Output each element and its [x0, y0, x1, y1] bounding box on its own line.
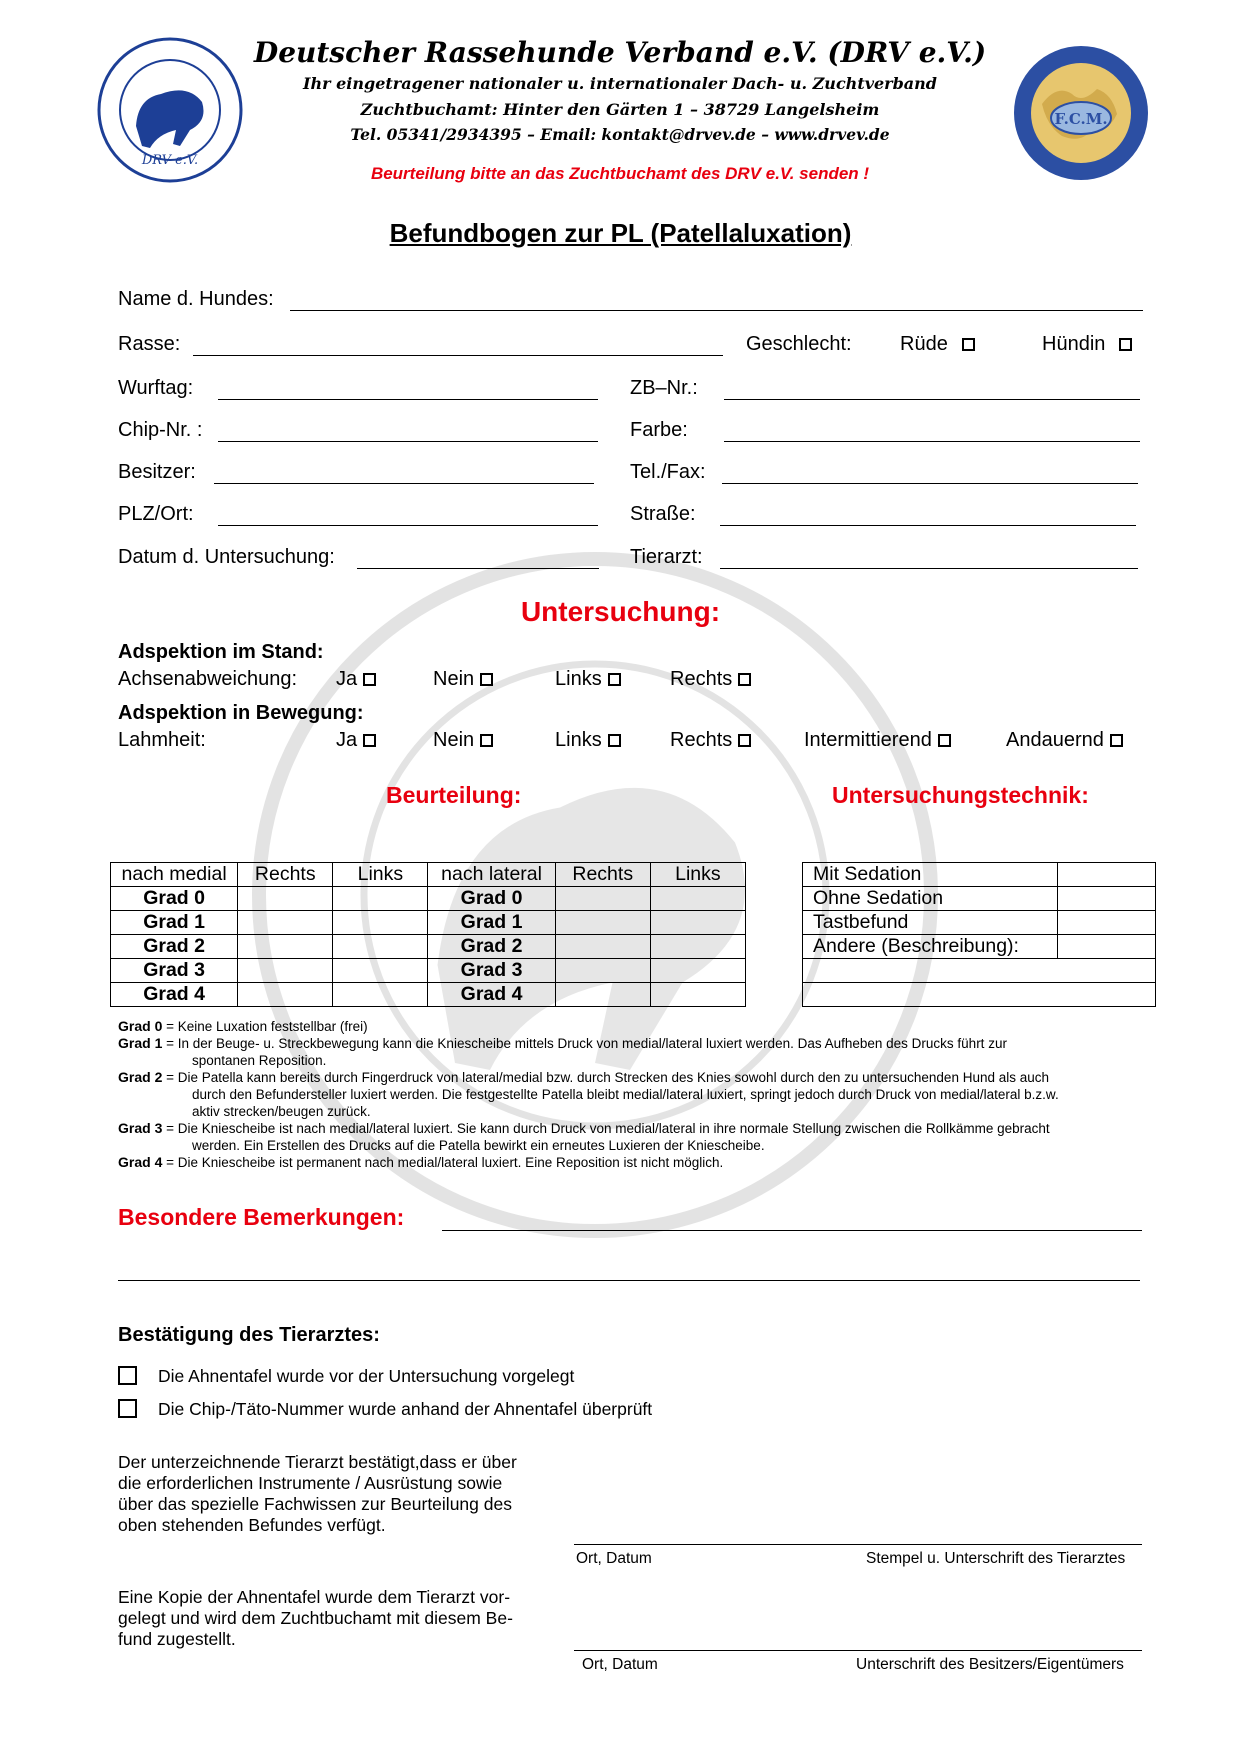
- cell[interactable]: [333, 911, 428, 935]
- technik-label: Mit Sedation: [803, 863, 1058, 887]
- sig2-unterschrift: Unterschrift des Besitzers/Eigentümers: [856, 1656, 1124, 1673]
- cell[interactable]: [238, 887, 333, 911]
- lahm-nein-checkbox[interactable]: [480, 734, 493, 747]
- cell[interactable]: [238, 983, 333, 1007]
- send-notice: Beurteilung bitte an das Zuchtbuchamt des DRV e.V. senden !: [370, 164, 870, 183]
- fcm-logo: [1012, 44, 1150, 182]
- besitzer-field[interactable]: [214, 483, 594, 484]
- achsen-rechts-checkbox[interactable]: [738, 673, 751, 686]
- table-row: [111, 935, 746, 959]
- zbnr-label: ZB–Nr.:: [630, 377, 698, 399]
- tierarzt-field[interactable]: [720, 568, 1138, 569]
- sig1-ort-datum: Ort, Datum: [576, 1550, 652, 1567]
- table-row: [803, 911, 1156, 935]
- achsen-label: Achsenabweichung:: [118, 668, 298, 690]
- huendin-option[interactable]: Hündin: [1042, 333, 1132, 356]
- tierarzt-label: Tierarzt:: [630, 546, 703, 568]
- zbnr-field[interactable]: [724, 399, 1140, 400]
- grade-label: Grad 2: [111, 935, 238, 959]
- achsen-rechts[interactable]: Rechts: [670, 668, 751, 691]
- besitzer-label: Besitzer:: [118, 461, 196, 483]
- lahm-links-checkbox[interactable]: [608, 734, 621, 747]
- chip-check-checkbox[interactable]: [118, 1399, 137, 1418]
- grade-label: Grad 1: [111, 911, 238, 935]
- org-contact: Tel. 05341/2934395 – Email: kontakt@drvev.de – www.drvev.de: [350, 125, 890, 144]
- col-header: Links: [333, 863, 428, 887]
- chip-field[interactable]: [218, 441, 598, 442]
- rasse-field[interactable]: [193, 355, 723, 356]
- cell[interactable]: [238, 959, 333, 983]
- achsen-links-checkbox[interactable]: [608, 673, 621, 686]
- cell[interactable]: [333, 887, 428, 911]
- drv-logo: [96, 36, 244, 184]
- geschlecht-label: Geschlecht:: [746, 333, 852, 355]
- table-row: [803, 863, 1156, 887]
- table-row: [111, 959, 746, 983]
- chip-label: Chip-Nr. :: [118, 419, 203, 441]
- bestaetigung-heading: Bestätigung des Tierarztes:: [118, 1324, 380, 1346]
- huendin-checkbox[interactable]: [1119, 338, 1132, 351]
- org-name: Deutscher Rassehunde Verband e.V. (DRV e.V.): [253, 36, 987, 69]
- cell[interactable]: [238, 911, 333, 935]
- cell[interactable]: [650, 911, 745, 935]
- telfax-label: Tel./Fax:: [630, 461, 706, 483]
- cell[interactable]: [555, 983, 650, 1007]
- rasse-label: Rasse:: [118, 333, 181, 355]
- ruede-option[interactable]: Rüde: [900, 333, 975, 356]
- strasse-field[interactable]: [720, 525, 1136, 526]
- grade-label: Grad 1: [428, 911, 555, 935]
- grade-label: Grad 0: [428, 887, 555, 911]
- technik-cell[interactable]: [1058, 911, 1156, 935]
- cell[interactable]: [333, 959, 428, 983]
- lahm-andauernd[interactable]: Andauernd: [1006, 729, 1123, 752]
- name-field[interactable]: [290, 310, 1143, 311]
- table-row: [111, 887, 746, 911]
- bemerkungen-field[interactable]: [442, 1230, 1142, 1231]
- ahnentafel-label: Die Ahnentafel wurde vor der Untersuchung vorgelegt: [158, 1366, 575, 1386]
- cell[interactable]: [238, 935, 333, 959]
- table-row: [111, 911, 746, 935]
- vet-signature-line[interactable]: [574, 1544, 1142, 1545]
- grade-label: Grad 3: [111, 959, 238, 983]
- cell[interactable]: [650, 983, 745, 1007]
- farbe-field[interactable]: [724, 441, 1140, 442]
- drv-logo-bottom: DRV e.V.: [141, 153, 199, 168]
- technik-cell[interactable]: [1058, 887, 1156, 911]
- cell[interactable]: [333, 935, 428, 959]
- name-label: Name d. Hundes:: [118, 288, 274, 310]
- org-address: Zuchtbuchamt: Hinter den Gärten 1 – 38729 Langelsheim: [360, 100, 880, 119]
- achsen-ja-checkbox[interactable]: [363, 673, 376, 686]
- achsen-links[interactable]: Links: [555, 668, 621, 691]
- technik-description[interactable]: [803, 983, 1156, 1007]
- grade-label: Grad 2: [428, 935, 555, 959]
- ahnentafel-checkbox[interactable]: [118, 1366, 137, 1385]
- lahm-intermittierend[interactable]: Intermittierend: [804, 729, 951, 752]
- achsen-ja[interactable]: Ja: [336, 668, 376, 691]
- col-header: Rechts: [238, 863, 333, 887]
- achsen-nein[interactable]: Nein: [433, 668, 493, 691]
- datum-label: Datum d. Untersuchung:: [118, 546, 335, 568]
- plz-label: PLZ/Ort:: [118, 503, 194, 525]
- wurftag-label: Wurftag:: [118, 377, 194, 399]
- col-header: nach medial: [111, 863, 238, 887]
- telfax-field[interactable]: [722, 483, 1138, 484]
- owner-statement: Eine Kopie der Ahnentafel wurde dem Tierarzt vor- gelegt und wird dem Zuchtbuchamt mit diesem Be- fund zugestellt.: [118, 1587, 513, 1649]
- cell[interactable]: [555, 887, 650, 911]
- table-row: [803, 959, 1156, 983]
- grade-legend: Grad 0 = Keine Luxation feststellbar (frei) Grad 1 = In der Beuge- u. Streckbewegung kann die Kniescheibe mittels Druck von medial/lateral luxiert werden. Das Aufheben des Drucks führt zur spontanen Reposition. Grad 2 = Die Patella kann bereits durch Fingerdruck von lateral/medial bzw. durch Strecken des Knies sowohl durch den zu untersuchenden Hund als auch durch den Befundersteller luxiert werden. Die festgestellte Patella bleibt medial/lateral luxiert, springt jedoch durch Druck von medial/lateral b.z.w. aktiv strecken/beugen zurück. Grad 3 = Die Kniescheibe ist nach medial/lateral luxiert. Sie kann durch Druck von medial/lateral in ihre normale Stellung zwischen die Rollkämme gebracht werden. Ein Erstellen des Drucks auf die Patella bewirkt ein erneutes Luxieren der Kniescheibe. Grad 4 = Die Kniescheibe ist permanent nach medial/lateral luxiert. Eine Reposition ist nicht möglich.: [118, 1018, 1059, 1170]
- lahm-nein[interactable]: Nein: [433, 729, 493, 752]
- technik-label: Tastbefund: [803, 911, 1058, 935]
- technik-table: [802, 862, 1156, 1007]
- grade-label: Grad 0: [111, 887, 238, 911]
- lahmheit-label: Lahmheit:: [118, 729, 206, 751]
- technik-label: Andere (Beschreibung):: [803, 935, 1058, 959]
- grade-table-header: [111, 863, 746, 887]
- lahm-intermittierend-checkbox[interactable]: [938, 734, 951, 747]
- grade-label: Grad 4: [428, 983, 555, 1007]
- col-header: Rechts: [555, 863, 650, 887]
- lahm-ja-checkbox[interactable]: [363, 734, 376, 747]
- org-subtitle: Ihr eingetragener nationaler u. internationaler Dach- u. Zuchtverband: [303, 74, 937, 93]
- form-title: Befundbogen zur PL (Patellaluxation): [389, 218, 852, 248]
- cell[interactable]: [650, 935, 745, 959]
- chip-check-label: Die Chip-/Täto-Nummer wurde anhand der Ahnentafel überprüft: [158, 1399, 653, 1419]
- col-header: Links: [650, 863, 745, 887]
- table-row: [803, 887, 1156, 911]
- lahm-andauernd-checkbox[interactable]: [1110, 734, 1123, 747]
- stand-heading: Adspektion im Stand:: [118, 641, 324, 663]
- owner-signature-line[interactable]: [574, 1650, 1142, 1651]
- table-row: [111, 983, 746, 1007]
- sig1-stempel: Stempel u. Unterschrift des Tierarztes: [866, 1550, 1126, 1567]
- cell[interactable]: [555, 911, 650, 935]
- technik-cell[interactable]: [1058, 863, 1156, 887]
- achsen-nein-checkbox[interactable]: [480, 673, 493, 686]
- beurteilung-heading: Beurteilung:: [386, 782, 522, 808]
- technik-description[interactable]: [803, 959, 1156, 983]
- table-row: [803, 935, 1156, 959]
- ruede-checkbox[interactable]: [962, 338, 975, 351]
- technik-label: Ohne Sedation: [803, 887, 1058, 911]
- table-row: [803, 983, 1156, 1007]
- cell[interactable]: [333, 983, 428, 1007]
- bemerkungen-label: Besondere Bemerkungen:: [118, 1204, 405, 1230]
- grade-table: [110, 862, 746, 1007]
- bemerkungen-field-2[interactable]: [118, 1280, 1140, 1281]
- cell[interactable]: [555, 935, 650, 959]
- strasse-label: Straße:: [630, 503, 696, 525]
- cell[interactable]: [650, 959, 745, 983]
- lahm-rechts[interactable]: Rechts: [670, 729, 751, 752]
- technik-cell[interactable]: [1058, 935, 1156, 959]
- col-header: nach lateral: [428, 863, 555, 887]
- grade-label: Grad 4: [111, 983, 238, 1007]
- cell[interactable]: [555, 959, 650, 983]
- lahm-rechts-checkbox[interactable]: [738, 734, 751, 747]
- datum-field[interactable]: [357, 568, 599, 569]
- lahm-links[interactable]: Links: [555, 729, 621, 752]
- plz-field[interactable]: [218, 525, 598, 526]
- fcm-logo-center: F.C.M.: [1054, 110, 1108, 128]
- lahm-ja[interactable]: Ja: [336, 729, 376, 752]
- farbe-label: Farbe:: [630, 419, 688, 441]
- wurftag-field[interactable]: [218, 399, 598, 400]
- bewegung-heading: Adspektion in Bewegung:: [118, 702, 364, 724]
- cell[interactable]: [650, 887, 745, 911]
- technik-heading: Untersuchungstechnik:: [832, 782, 1089, 808]
- grade-label: Grad 3: [428, 959, 555, 983]
- sig2-ort-datum: Ort, Datum: [582, 1656, 658, 1673]
- untersuchung-heading: Untersuchung:: [520, 596, 721, 627]
- vet-statement: Der unterzeichnende Tierarzt bestätigt,dass er über die erforderlichen Instrumente / Ausrüstung sowie über das spezielle Fachwissen zur Beurteilung des oben stehenden Befundes verfügt.: [118, 1452, 517, 1535]
